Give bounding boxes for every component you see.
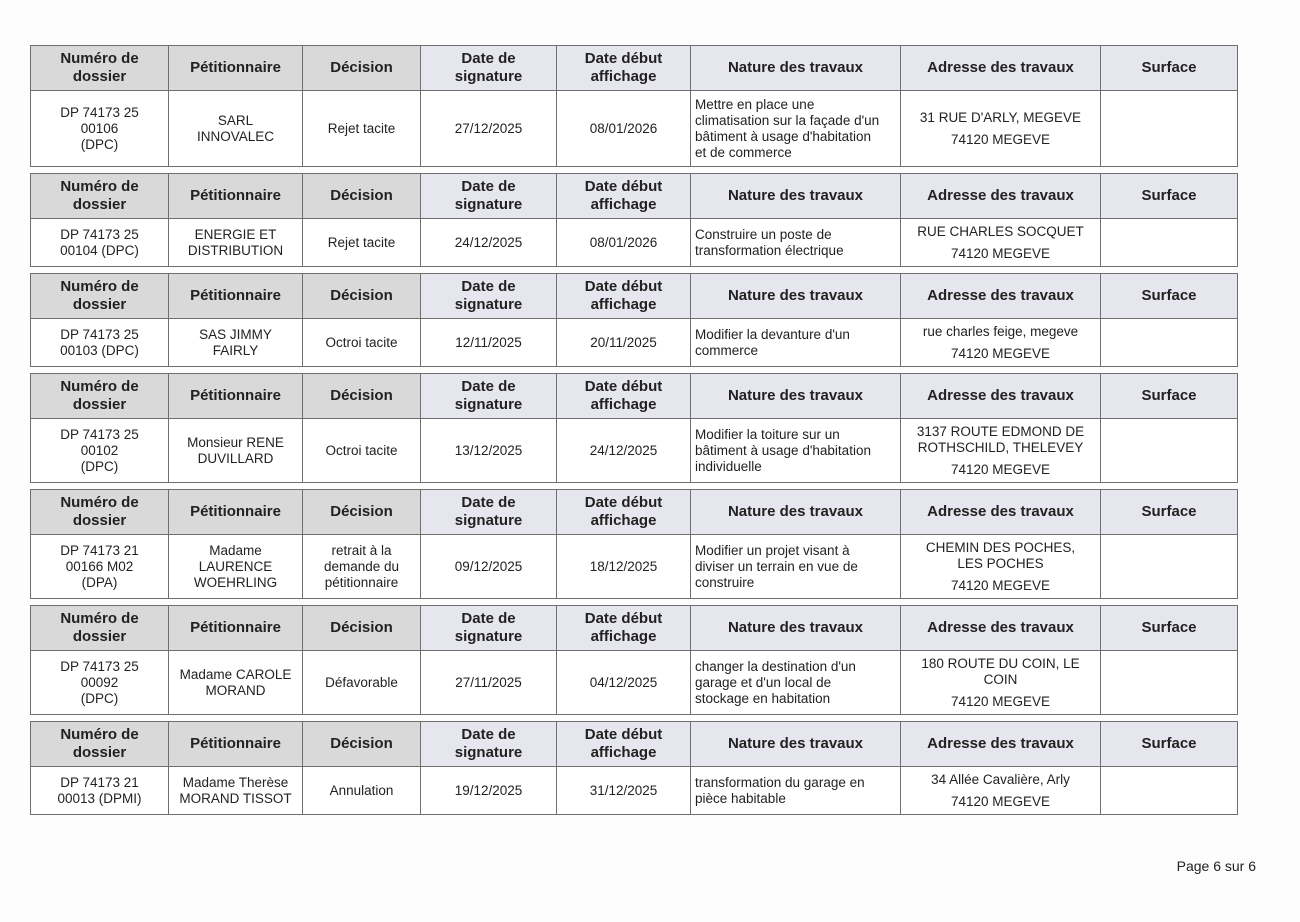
cell-petitionnaire xyxy=(169,319,303,367)
cell-adresse xyxy=(901,535,1101,599)
text-line: Date début xyxy=(584,726,663,743)
cell-dossier xyxy=(31,767,169,815)
cell-surface xyxy=(1101,767,1238,815)
header-adresse: Adresse des travaux xyxy=(901,606,1101,651)
text-line: bâtiment à usage d'habitation xyxy=(695,442,871,458)
header-adresse: Adresse des travaux xyxy=(901,722,1101,767)
text-line: Modifier la toiture sur un xyxy=(695,426,840,442)
text-line: Numéro de xyxy=(60,378,139,395)
cell-decision xyxy=(303,219,421,267)
header-dossier xyxy=(31,46,169,91)
permit-list xyxy=(30,45,1237,821)
text-line: garage et d'un local de xyxy=(695,674,832,690)
header-date-signature xyxy=(421,606,557,651)
header-date-affichage xyxy=(557,274,691,319)
text-line: demande du xyxy=(323,558,400,574)
data-row xyxy=(31,419,1238,483)
text-line: COIN xyxy=(983,671,1018,687)
postal-code: 74120 MEGEVE xyxy=(950,245,1051,261)
text-line: Numéro de xyxy=(60,494,139,511)
header-surface: Surface xyxy=(1101,274,1238,319)
cell-nature xyxy=(691,535,901,599)
text-line: dossier xyxy=(72,296,127,313)
cell-date-affichage: 20/11/2025 xyxy=(557,319,691,367)
text-line: (DPA) xyxy=(81,574,118,590)
header-decision: Décision xyxy=(303,490,421,535)
text-line: construire xyxy=(695,574,755,590)
text-line: Monsieur RENE xyxy=(187,434,284,450)
cell-decision xyxy=(303,651,421,715)
text-line: 00103 (DPC) xyxy=(60,342,139,358)
text-line: Date début xyxy=(584,278,663,295)
text-line: Date de xyxy=(461,278,516,295)
header-petitionnaire: Pétitionnaire xyxy=(169,490,303,535)
cell-surface xyxy=(1101,91,1238,167)
header-surface: Surface xyxy=(1101,174,1238,219)
header-date-signature xyxy=(421,46,557,91)
text-line: 00092 xyxy=(80,674,119,690)
text-line: dossier xyxy=(72,68,127,85)
header-date-signature xyxy=(421,374,557,419)
cell-surface xyxy=(1101,651,1238,715)
header-date-signature xyxy=(421,490,557,535)
text-line: Octroi tacite xyxy=(325,442,398,458)
text-line: Date début xyxy=(584,178,663,195)
text-line: 180 ROUTE DU COIN, LE xyxy=(921,655,1080,671)
text-line: rue charles feige, megeve xyxy=(922,323,1079,339)
text-line: 34 Allée Cavalière, Arly xyxy=(931,771,1070,787)
text-line: Numéro de xyxy=(60,278,139,295)
cell-nature xyxy=(691,651,901,715)
header-nature: Nature des travaux xyxy=(691,46,901,91)
text-line: Date de xyxy=(461,494,516,511)
header-dossier xyxy=(31,274,169,319)
postal-code: 74120 MEGEVE xyxy=(950,131,1051,147)
header-decision: Décision xyxy=(303,274,421,319)
header-row xyxy=(31,46,1238,91)
data-row xyxy=(31,535,1238,599)
text-line: DISTRIBUTION xyxy=(187,242,284,258)
text-line: 00102 xyxy=(80,442,119,458)
text-line: Date de xyxy=(461,50,516,67)
text-line: ENERGIE ET xyxy=(194,226,277,242)
header-surface: Surface xyxy=(1101,46,1238,91)
text-line: 31 RUE D'ARLY, MEGEVE xyxy=(919,109,1082,125)
text-line: transformation électrique xyxy=(695,242,844,258)
cell-nature xyxy=(691,419,901,483)
text-line: Annulation xyxy=(329,782,394,798)
cell-nature xyxy=(691,91,901,167)
postal-code: 74120 MEGEVE xyxy=(950,693,1051,709)
header-date-affichage xyxy=(557,490,691,535)
header-petitionnaire: Pétitionnaire xyxy=(169,274,303,319)
cell-surface xyxy=(1101,535,1238,599)
cell-dossier xyxy=(31,419,169,483)
data-row xyxy=(31,219,1238,267)
permit-block xyxy=(30,273,1238,367)
header-surface: Surface xyxy=(1101,606,1238,651)
header-date-affichage xyxy=(557,374,691,419)
header-dossier xyxy=(31,374,169,419)
text-line: Modifier la devanture d'un xyxy=(695,326,850,342)
text-line: DUVILLARD xyxy=(197,450,274,466)
data-row xyxy=(31,91,1238,167)
text-line: signature xyxy=(454,744,523,761)
text-line: dossier xyxy=(72,628,127,645)
cell-surface xyxy=(1101,219,1238,267)
header-dossier xyxy=(31,606,169,651)
postal-code: 74120 MEGEVE xyxy=(950,461,1051,477)
header-row xyxy=(31,374,1238,419)
text-line: signature xyxy=(454,296,523,313)
cell-petitionnaire xyxy=(169,91,303,167)
header-row xyxy=(31,606,1238,651)
header-nature: Nature des travaux xyxy=(691,374,901,419)
header-adresse: Adresse des travaux xyxy=(901,490,1101,535)
header-petitionnaire: Pétitionnaire xyxy=(169,174,303,219)
cell-dossier xyxy=(31,651,169,715)
text-line: signature xyxy=(454,196,523,213)
permit-block xyxy=(30,605,1238,715)
cell-decision xyxy=(303,419,421,483)
cell-petitionnaire xyxy=(169,651,303,715)
cell-date-affichage: 31/12/2025 xyxy=(557,767,691,815)
text-line: dossier xyxy=(72,744,127,761)
text-line: affichage xyxy=(590,512,657,529)
text-line: Défavorable xyxy=(325,674,398,690)
permit-block xyxy=(30,45,1238,167)
cell-adresse xyxy=(901,219,1101,267)
text-line: Numéro de xyxy=(60,610,139,627)
header-decision: Décision xyxy=(303,374,421,419)
text-line: (DPC) xyxy=(80,136,119,152)
text-line: ROTHSCHILD, THELEVEY xyxy=(917,439,1084,455)
text-line: Date début xyxy=(584,378,663,395)
text-line: MORAND xyxy=(205,682,266,698)
cell-dossier xyxy=(31,91,169,167)
text-line: diviser un terrain en vue de xyxy=(695,558,858,574)
text-line: LAURENCE xyxy=(198,558,273,574)
header-date-affichage xyxy=(557,722,691,767)
text-line: SAS JIMMY xyxy=(199,326,272,342)
cell-date-signature: 27/11/2025 xyxy=(421,651,557,715)
text-line: 00166 M02 xyxy=(65,558,134,574)
header-surface: Surface xyxy=(1101,374,1238,419)
text-line: (DPC) xyxy=(80,458,119,474)
header-nature: Nature des travaux xyxy=(691,722,901,767)
cell-nature xyxy=(691,319,901,367)
header-date-signature xyxy=(421,722,557,767)
header-dossier xyxy=(31,174,169,219)
header-date-signature xyxy=(421,174,557,219)
postal-code: 74120 MEGEVE xyxy=(950,793,1051,809)
text-line: 00104 (DPC) xyxy=(60,242,139,258)
text-line: INNOVALEC xyxy=(196,128,275,144)
text-line: 00106 xyxy=(80,120,119,136)
text-line: Date début xyxy=(584,610,663,627)
header-adresse: Adresse des travaux xyxy=(901,174,1101,219)
text-line: individuelle xyxy=(695,458,762,474)
text-line: DP 74173 25 xyxy=(60,104,139,120)
cell-dossier xyxy=(31,219,169,267)
text-line: signature xyxy=(454,628,523,645)
header-row xyxy=(31,174,1238,219)
cell-date-signature: 12/11/2025 xyxy=(421,319,557,367)
text-line: DP 74173 25 xyxy=(60,326,139,342)
data-row xyxy=(31,651,1238,715)
cell-decision xyxy=(303,535,421,599)
cell-decision xyxy=(303,91,421,167)
header-decision: Décision xyxy=(303,174,421,219)
header-decision: Décision xyxy=(303,722,421,767)
text-line: affichage xyxy=(590,396,657,413)
cell-petitionnaire xyxy=(169,219,303,267)
text-line: dossier xyxy=(72,512,127,529)
text-line: pétitionnaire xyxy=(324,574,399,590)
permit-block xyxy=(30,173,1238,267)
text-line: Numéro de xyxy=(60,726,139,743)
cell-date-affichage: 08/01/2026 xyxy=(557,91,691,167)
cell-adresse xyxy=(901,91,1101,167)
text-line: commerce xyxy=(695,342,759,358)
text-line: CHEMIN DES POCHES, xyxy=(925,539,1076,555)
cell-surface xyxy=(1101,319,1238,367)
text-line: dossier xyxy=(72,196,127,213)
cell-date-affichage: 08/01/2026 xyxy=(557,219,691,267)
header-dossier xyxy=(31,490,169,535)
text-line: DP 74173 25 xyxy=(60,426,139,442)
page-number: Page 6 sur 6 xyxy=(1176,858,1256,874)
header-nature: Nature des travaux xyxy=(691,490,901,535)
header-date-signature xyxy=(421,274,557,319)
header-surface: Surface xyxy=(1101,722,1238,767)
text-line: Date de xyxy=(461,726,516,743)
text-line: DP 74173 25 xyxy=(60,658,139,674)
text-line: Madame CAROLE xyxy=(179,666,292,682)
text-line: MORAND TISSOT xyxy=(179,790,292,806)
header-petitionnaire: Pétitionnaire xyxy=(169,606,303,651)
header-decision: Décision xyxy=(303,46,421,91)
text-line: et de commerce xyxy=(695,144,792,160)
text-line: Madame Therèse xyxy=(182,774,289,790)
cell-adresse xyxy=(901,419,1101,483)
header-row xyxy=(31,274,1238,319)
text-line: SARL xyxy=(217,112,254,128)
text-line: changer la destination d'un xyxy=(695,658,856,674)
data-row xyxy=(31,319,1238,367)
text-line: Rejet tacite xyxy=(327,234,396,250)
text-line: Date de xyxy=(461,178,516,195)
text-line: bâtiment à usage d'habitation xyxy=(695,128,871,144)
cell-date-signature: 27/12/2025 xyxy=(421,91,557,167)
cell-decision xyxy=(303,767,421,815)
cell-adresse xyxy=(901,651,1101,715)
text-line: RUE CHARLES SOCQUET xyxy=(917,223,1084,239)
text-line: signature xyxy=(454,512,523,529)
header-dossier xyxy=(31,722,169,767)
permit-block xyxy=(30,721,1238,815)
text-line: affichage xyxy=(590,744,657,761)
header-petitionnaire: Pétitionnaire xyxy=(169,722,303,767)
text-line: pièce habitable xyxy=(695,790,786,806)
permit-block xyxy=(30,373,1238,483)
text-line: signature xyxy=(454,68,523,85)
cell-adresse xyxy=(901,767,1101,815)
header-adresse: Adresse des travaux xyxy=(901,274,1101,319)
header-nature: Nature des travaux xyxy=(691,606,901,651)
text-line: Date début xyxy=(584,50,663,67)
cell-adresse xyxy=(901,319,1101,367)
cell-date-signature: 24/12/2025 xyxy=(421,219,557,267)
header-date-affichage xyxy=(557,606,691,651)
text-line: Modifier un projet visant à xyxy=(695,542,850,558)
cell-date-affichage: 04/12/2025 xyxy=(557,651,691,715)
text-line: LES POCHES xyxy=(957,555,1044,571)
cell-decision xyxy=(303,319,421,367)
cell-date-affichage: 18/12/2025 xyxy=(557,535,691,599)
header-petitionnaire: Pétitionnaire xyxy=(169,374,303,419)
postal-code: 74120 MEGEVE xyxy=(950,577,1051,593)
header-row xyxy=(31,722,1238,767)
header-date-affichage xyxy=(557,174,691,219)
cell-date-signature: 13/12/2025 xyxy=(421,419,557,483)
text-line: Octroi tacite xyxy=(325,334,398,350)
cell-petitionnaire xyxy=(169,767,303,815)
text-line: stockage en habitation xyxy=(695,690,831,706)
header-row xyxy=(31,490,1238,535)
text-line: 00013 (DPMI) xyxy=(57,790,142,806)
header-date-affichage xyxy=(557,46,691,91)
cell-petitionnaire xyxy=(169,535,303,599)
data-row xyxy=(31,767,1238,815)
text-line: affichage xyxy=(590,296,657,313)
text-line: (DPC) xyxy=(80,690,119,706)
cell-dossier xyxy=(31,319,169,367)
header-surface: Surface xyxy=(1101,490,1238,535)
text-line: WOEHRLING xyxy=(193,574,278,590)
text-line: transformation du garage en xyxy=(695,774,865,790)
header-nature: Nature des travaux xyxy=(691,174,901,219)
text-line: 3137 ROUTE EDMOND DE xyxy=(916,423,1085,439)
text-line: retrait à la xyxy=(331,542,392,558)
text-line: Construire un poste de xyxy=(695,226,832,242)
text-line: DP 74173 21 xyxy=(60,542,139,558)
cell-surface xyxy=(1101,419,1238,483)
text-line: affichage xyxy=(590,196,657,213)
text-line: dossier xyxy=(72,396,127,413)
cell-nature xyxy=(691,219,901,267)
header-decision: Décision xyxy=(303,606,421,651)
header-adresse: Adresse des travaux xyxy=(901,46,1101,91)
text-line: Date début xyxy=(584,494,663,511)
cell-petitionnaire xyxy=(169,419,303,483)
cell-dossier xyxy=(31,535,169,599)
header-adresse: Adresse des travaux xyxy=(901,374,1101,419)
cell-nature xyxy=(691,767,901,815)
text-line: affichage xyxy=(590,68,657,85)
text-line: DP 74173 25 xyxy=(60,226,139,242)
text-line: Numéro de xyxy=(60,178,139,195)
text-line: Numéro de xyxy=(60,50,139,67)
header-petitionnaire: Pétitionnaire xyxy=(169,46,303,91)
text-line: climatisation sur la façade d'un xyxy=(695,112,880,128)
cell-date-signature: 09/12/2025 xyxy=(421,535,557,599)
text-line: DP 74173 21 xyxy=(60,774,139,790)
header-nature: Nature des travaux xyxy=(691,274,901,319)
text-line: Date de xyxy=(461,610,516,627)
cell-date-signature: 19/12/2025 xyxy=(421,767,557,815)
text-line: signature xyxy=(454,396,523,413)
text-line: Mettre en place une xyxy=(695,96,815,112)
cell-date-affichage: 24/12/2025 xyxy=(557,419,691,483)
postal-code: 74120 MEGEVE xyxy=(950,345,1051,361)
text-line: Date de xyxy=(461,378,516,395)
text-line: Madame xyxy=(209,542,262,558)
text-line: affichage xyxy=(590,628,657,645)
permit-block xyxy=(30,489,1238,599)
text-line: Rejet tacite xyxy=(327,120,396,136)
text-line: FAIRLY xyxy=(212,342,259,358)
